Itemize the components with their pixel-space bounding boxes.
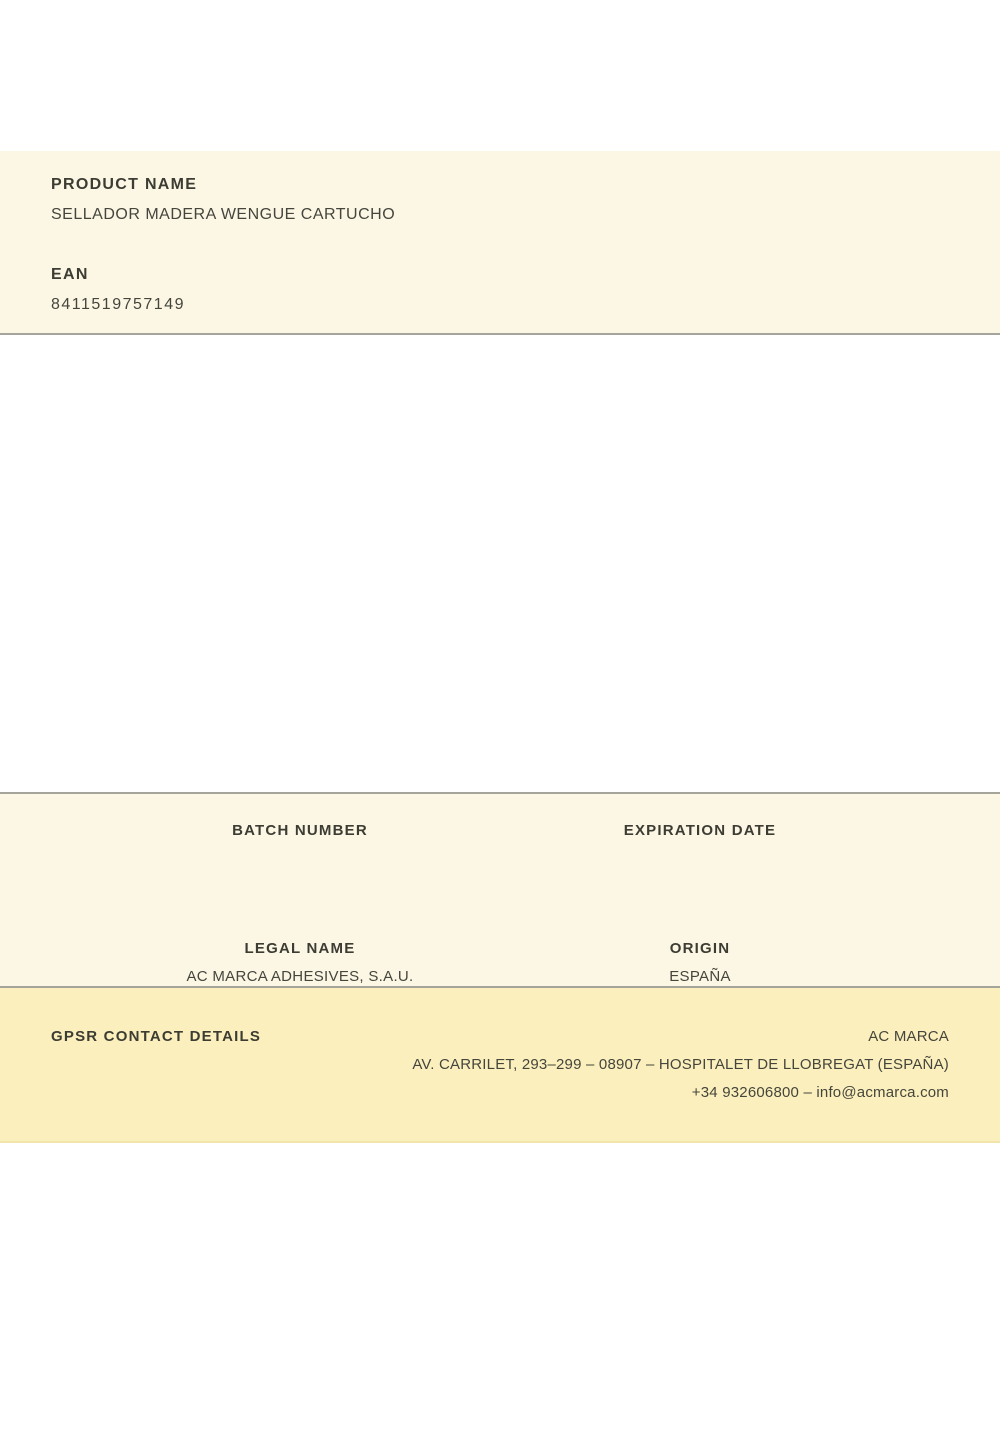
- batch-number-value: [100, 849, 500, 869]
- gpsr-contact-label: GPSR CONTACT DETAILS: [51, 1028, 262, 1045]
- gpsr-phone-email: +34 932606800 – info@acmarca.com: [691, 1084, 949, 1101]
- ean-value: 8411519757149: [51, 296, 185, 313]
- legal-origin-row: [100, 939, 900, 987]
- origin-field: [500, 939, 900, 987]
- origin-label: ORIGIN: [669, 940, 731, 957]
- expiration-date-value: [500, 849, 900, 869]
- empty-middle-area: [0, 335, 1000, 792]
- legal-name-value: AC MARCA ADHESIVES, S.A.U.: [186, 968, 414, 985]
- legal-name-label: LEGAL NAME: [244, 940, 356, 957]
- gpsr-contact-section: [0, 988, 1000, 1143]
- gpsr-company-address: AV. CARRILET, 293–299 – 08907 – HOSPITALET DE LLOBREGAT (ESPAÑA): [412, 1056, 949, 1073]
- batch-number-field: [100, 821, 500, 869]
- gpsr-contact-details: [412, 1023, 949, 1107]
- expiration-date-field: [500, 821, 900, 869]
- gpsr-company-name: AC MARCA: [868, 1028, 949, 1045]
- batch-number-label: BATCH NUMBER: [232, 822, 368, 839]
- legal-name-field: [100, 939, 500, 987]
- product-info-page: [0, 151, 1000, 1451]
- origin-value: ESPAÑA: [669, 968, 731, 985]
- product-identity-section: [0, 151, 1000, 335]
- product-name-value: SELLADOR MADERA WENGUE CARTUCHO: [51, 206, 396, 223]
- product-name-label: PRODUCT NAME: [51, 176, 198, 193]
- product-name-field: [51, 175, 949, 225]
- ean-field: [51, 265, 949, 315]
- batch-expiration-row: [100, 821, 900, 869]
- expiration-date-label: EXPIRATION DATE: [623, 822, 777, 839]
- batch-legal-section: [0, 792, 1000, 988]
- ean-label: EAN: [51, 266, 89, 283]
